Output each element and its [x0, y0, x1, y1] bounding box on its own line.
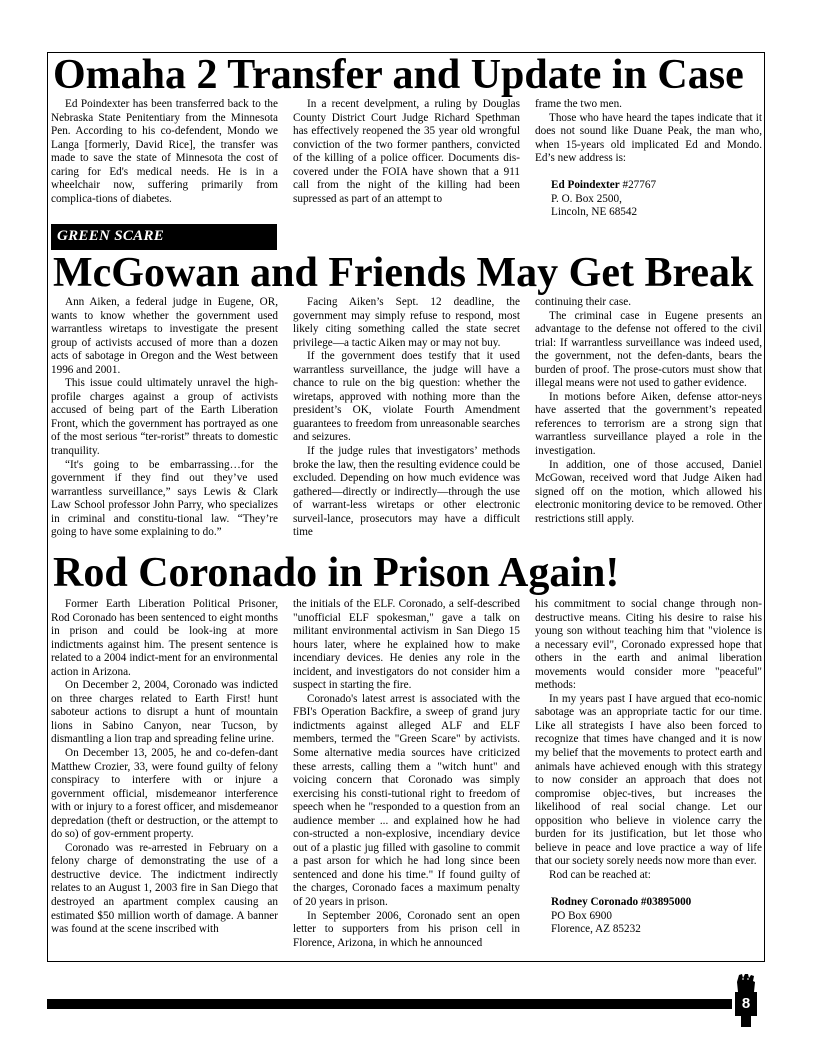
paragraph: frame the two men. [535, 98, 622, 110]
footer-bar [47, 999, 732, 1009]
rod-coronado-name: Rodney Coronado #03895000 [551, 895, 692, 908]
paragraph: Coronado was re-arrested in February on a felony charge of demonstrating the use of a destructive device. The indictment indirectly relates to an August 1, 2003 fire in San Diego that destroyed an apartment complex causing an estimated $50 million worth of damage. A banner was found at the scene inscribed with [51, 841, 278, 936]
paragraph: his commitment to social change through non-destructive means. Citing his desire to raise his young son without teaching him that "violence is a necessary evil", Coronado expressed hope that others in the earth and animal liberation movements would consider more "peaceful" methods: [535, 598, 762, 692]
coronado-column-3-text [535, 598, 762, 882]
headline-omaha-2: Omaha 2 Transfer and Update in Case [53, 52, 744, 98]
omaha-column-2 [293, 98, 520, 206]
headline-rod-coronado: Rod Coronado in Prison Again! [53, 550, 620, 596]
paragraph: In a recent develpment, a ruling by Douglas County District Court Judge Richard Spethman has effectively reopened the 35 year old wrongful conviction of the two former panthers, convicted of the killing of a police officer. Documents dis-covered under the FOIA have shown that a 911 call from the night of the killing had been supressed as part of an attempt to [293, 98, 520, 205]
rod-coronado-address-line-2: Florence, AZ 85232 [551, 923, 641, 936]
coronado-column-1 [51, 598, 278, 937]
paragraph: In September 2006, Coronado sent an open letter to supporters from his prison cell in Florence, Arizona, in which he announced [293, 909, 520, 949]
paragraph: Ann Aiken, a federal judge in Eugene, OR, wants to know whether the government used warrantless wiretaps to investigate the present group of activists accused of more than a dozen acts of sabotage in Oregon and the West between 1996 and 2001. [51, 296, 278, 376]
mcgowan-column-3 [535, 296, 762, 526]
mcgowan-column-1 [51, 296, 278, 540]
omaha-column-1 [51, 98, 278, 206]
paragraph: the initials of the ELF. Coronado, a self-described "unofficial ELF spokesman," gave a talk on militant environmental activism in San Diego 15 hours later, where he explained how to make incendiary devices. He denies any role in the incident, and investigators do not consider him a suspect in starting the fire. [293, 598, 520, 692]
rod-coronado-address-line-1: PO Box 6900 [551, 909, 612, 922]
omaha-column-3-text [535, 98, 762, 166]
paragraph: Ed Poindexter has been transferred back to the Nebraska State Penitentiary from the Minnesota Pen. According to his co-defendent, Mondo we Langa [formerly, David Rice], the transfer was made to save the state of Minnesota the cost of caring for Ed's medical needs. He is in a wheelchair now, suffering primarily from complica-tions of diabetes. [51, 98, 278, 205]
ed-poindexter-address-name [535, 179, 762, 193]
page-number: 8 [735, 992, 757, 1016]
rod-coronado-address-name [535, 896, 762, 910]
paragraph: Those who have heard the tapes indicate that it does not sound like Duane Peak, the man who, when 15-years old implicated Ed and Mondo. Ed’s new address is: [535, 111, 762, 165]
ed-poindexter-inmate-number: #27767 [622, 179, 657, 192]
paragraph: In motions before Aiken, defense attor-neys have asserted that the government’s repeated references to terrorism are a strong sign that warrantless surveillance played a role in the investigation. [535, 390, 762, 458]
paragraph: Coronado's latest arrest is associated with the FBI's Operation Backfire, a sweep of grand jury indictments against alleged ALF and ELF members, termed the "Green Scare" by activists. Some alternative media sources have criticized these arrests, calling them a "witch hunt" and voicing concern that Coronado was simply exercising his consti-tutional right to freedom of speech when he "responded to a question from an audience member ... and explained how he had con-structed a non-explosive, incendiary device out of a plastic jug filled with gasoline to commit a past arson for which he had long since been sentenced and done his time." If found guilty of the charges, Coronado faces a maximum penalty of 20 years in prison. [293, 692, 520, 909]
coronado-column-2 [293, 598, 520, 950]
mcgowan-column-2 [293, 296, 520, 540]
paragraph: “It's going to be embarrassing…for the government if they find out they’ve used warrantless surveillance,” says Lewis & Clark Law School professor John Parry, who specializes in criminal and constitu-tional law. “They’re going to have some explaining to do.” [51, 458, 278, 539]
green-scare-section-label: GREEN SCARE [51, 224, 277, 250]
paragraph: If the judge rules that investigators’ methods broke the law, then the resulting evidence could be excluded. Depending on how much evidence was gathered—directly or indirectly—through the use of warrant-less wiretaps or other electronic surveil-lance, prosecutors may have a difficult time [293, 445, 520, 539]
paragraph: In addition, one of those accused, Daniel McGowan, received word that Judge Aiken had signed off on the motion, which allowed his electronic monitoring device to be removed. Other restrictions still apply. [535, 458, 762, 525]
paragraph: continuing their case. [535, 296, 631, 308]
paragraph: In my years past I have argued that eco-nomic sabotage was an appropriate tactic for our time. Like all strategists I have also been forced to recognize that times have changed and it is now my belief that the movements to protect earth and animals have achieved enough with this strategy to now consider an approach that does not compromise objec-tives, but increases the likelihood of real social change. Let our opposition who believe in violence carry the burden for its justification, but let those who believe in peace and love practice a way of life that our society sorely needs now more than ever. [535, 692, 762, 868]
ed-poindexter-name: Ed Poindexter [551, 179, 620, 192]
coronado-column-3 [535, 598, 762, 937]
paragraph: If the government does testify that it used warrantless surveillance, the judge will have a chance to rule on the big question: whether the wiretaps, approved with nothing more than the president’s OK, violate Fourth Amendment guarantees to freedom from unreasonable searches and seizures. [293, 350, 520, 444]
paragraph: This issue could ultimately unravel the high-profile charges against a group of activists accused of being part of the Earth Liberation Front, which the government has portrayed as one of the most serious “ter-rorist” threats to domestic tranquility. [51, 377, 278, 458]
omaha-column-3 [535, 98, 762, 220]
paragraph: On December 13, 2005, he and co-defen-dant Matthew Crozier, 33, were found guilty of felony conspiracy to interfere with or injure a government official, misdemeanor interference with or injury to a forest officer, and misdemeanor depredation (theft or destruction, or the attempt to do so) of gov-ernment property. [51, 747, 278, 841]
paragraph: On December 2, 2004, Coronado was indicted on three charges related to Earth First! hunt saboteur actions to disrupt a hunt of mountain lions in Sabino Canyon, near Tucson, by dismantling a lion trap and spreading feline urine. [51, 679, 278, 746]
paragraph: Facing Aiken’s Sept. 12 deadline, the government may simply refuse to respond, most likely citing something called the state secret privilege—a tactic Aiken may or may not buy. [293, 296, 520, 349]
paragraph: The criminal case in Eugene presents an advantage to the defense not offered to the civil trial: If warrantless surveillance was indeed used, the government, not the defen-dants, bears the burden of proof. The prose-cutors must show that illegal means were not used to gather evidence. [535, 309, 762, 390]
paragraph: Former Earth Liberation Political Prisoner, Rod Coronado has been sentenced to eight months in prison and could be look-ing at more indictments against him. The present sentence is related to a 2004 indict-ment for an environmental action in Arizona. [51, 598, 278, 678]
ed-poindexter-address-line-2: Lincoln, NE 68542 [551, 206, 638, 219]
headline-mcgowan: McGowan and Friends May Get Break [53, 250, 754, 296]
ed-poindexter-address-line-1: P. O. Box 2500, [551, 192, 622, 205]
paragraph: Rod can be reached at: [549, 868, 651, 881]
